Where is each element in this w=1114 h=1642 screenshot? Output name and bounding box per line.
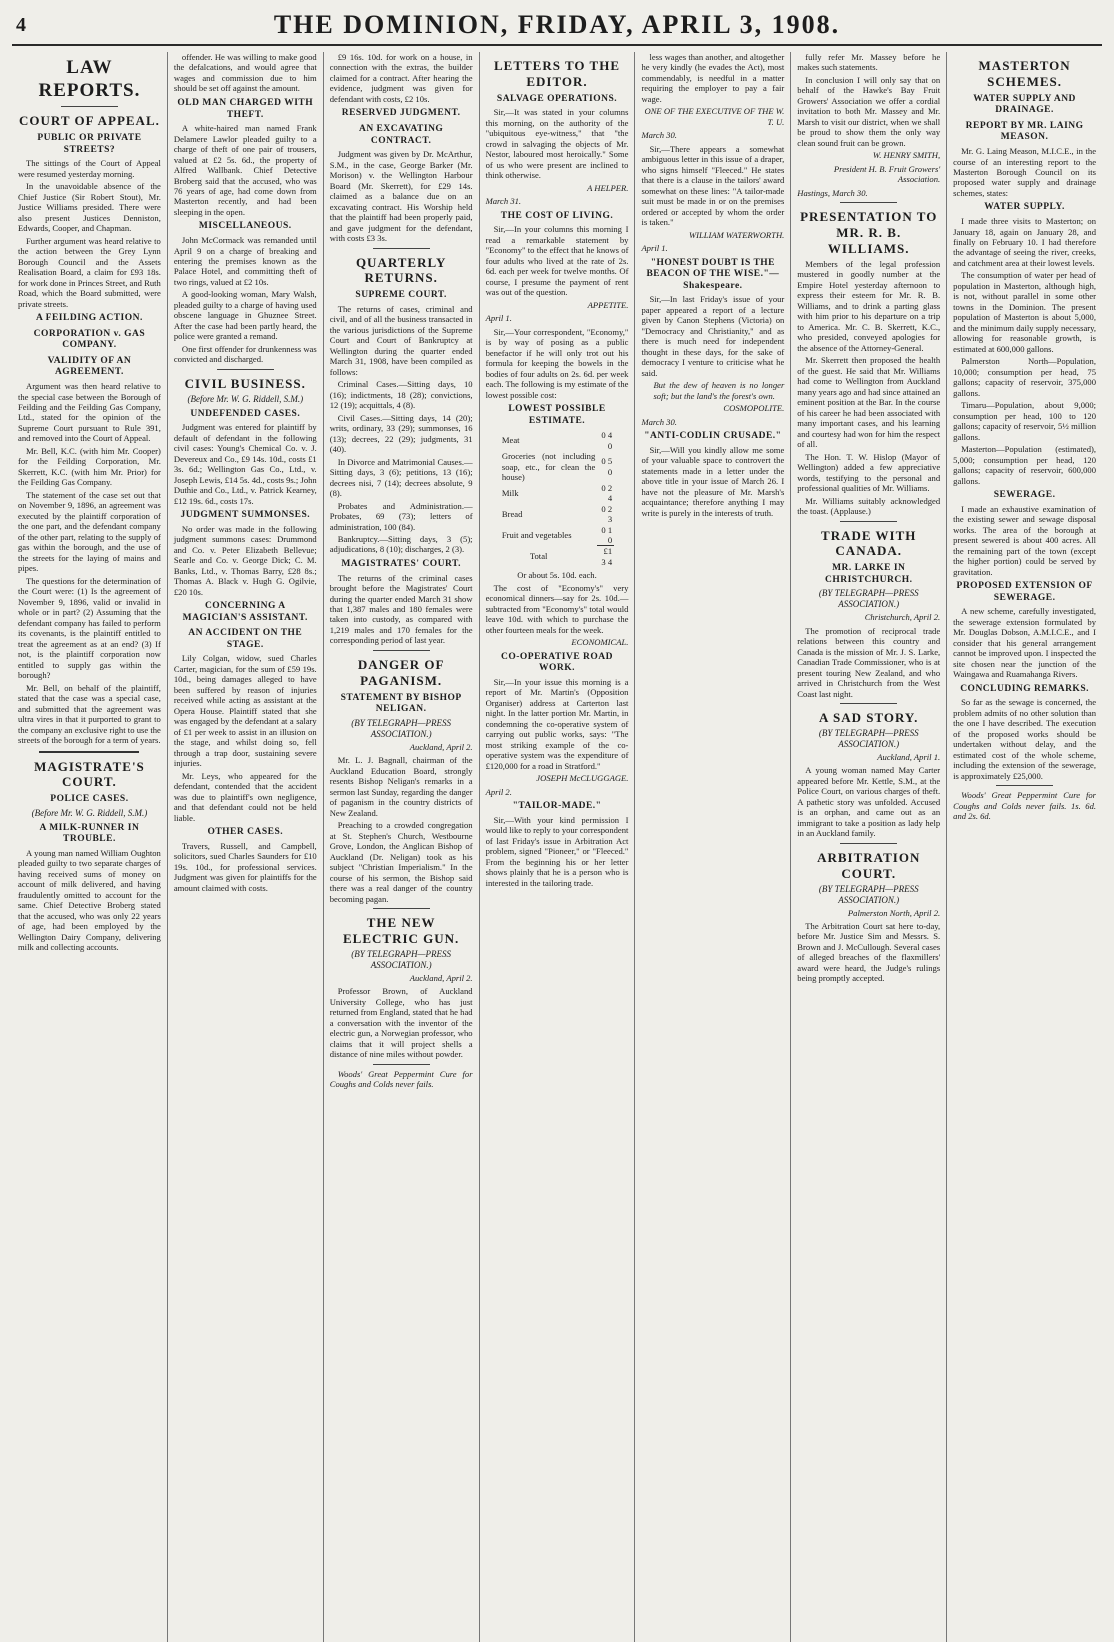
column-6: [791, 52, 947, 1642]
paragraph: The Arbitration Court sat here to-day, before Mr. Justice Sim and Messrs. S. Brown and J. McCullough. Several cases of alleged breaches of the flaxmillers' award were heard, the Judge's rulings being promptly accepted.: [797, 921, 941, 984]
subheading: THE COST OF LIVING.: [500, 210, 614, 221]
divider: [373, 248, 430, 249]
divider: [373, 1064, 430, 1065]
paragraph: Further argument was heard relative to the action between the Grey Lynn Borough Council and the Assets Realisation Board, a claim for £93 18s. for work done in Princes Street, and Ruth Road, which the Board submitted, were private streets.: [18, 235, 161, 309]
subheading: OLD MAN CHARGED WITH THEFT.: [177, 97, 314, 120]
subheading: "HONEST DOUBT IS THE BEACON OF THE WISE."—Shakespeare.: [646, 257, 780, 291]
subheading: MR. LARKE IN CHRISTCHURCH.: [824, 563, 913, 585]
paragraph: John McCormack was remanded until April 9 on a charge of breaking and entering the premises known as the Palace Hotel, and committing theft of two rings, valued at £2 10s.: [173, 235, 317, 287]
subheading: VALIDITY OF AN AGREEMENT.: [47, 355, 132, 378]
paragraph: A young woman named May Carter appeared before Mr. Kettle, S.M., at the Police Court, on various charges of theft. A pathetic story was unfolded. Accused is an orphan, and came out as an immigrant to take a position as lady help in an Auckland family.: [797, 765, 941, 839]
dateline: Christchurch, April 2.: [864, 612, 941, 623]
paragraph: One first offender for drunkenness was convicted and discharged.: [173, 343, 317, 365]
column-3: [324, 52, 480, 1642]
dateline: Auckland, April 1.: [877, 751, 941, 762]
estimate-item: Groceries (not including soap, etc., for clean the house): [501, 451, 596, 483]
danger-of-paganism-heading: DANGER OF PAGANISM.: [357, 656, 445, 688]
paragraph: Mr. Bell, on behalf of the plaintiff, stated that the case was a special case, and submitted that the agreement was ultra vires in that it purported to grant to the company an exclusive right to use the streets of the borough for a term of years.: [18, 682, 161, 746]
paragraph: Mr. Skerrett then proposed the health of the guest. He said that Mr. Williams had come to Wellington from Auckland many years ago and had since attained an eminent position at the Bar. In the course of his career he had been associated with many important cases, and his learning and courtesy had won for him the respect of all.: [797, 355, 941, 450]
paragraph: Judgment was given by Dr. McArthur, S.M., in the case, George Barker (Mr. Morison) v. the Wellington Harbour Board (Mr. Skerrett), for £29 14s. claimed as a balance due on an excavating contract. His Worship held that the plaintiff had been properly paid, and gave judgment for the defendant, with costs £3 3s.: [329, 149, 473, 244]
estimate-table: [500, 430, 614, 567]
estimate-item: Milk: [501, 487, 519, 498]
paragraph: A young man named William Oughton pleaded guilty to two separate charges of having received sums of money on account of milk delivered, and having fraudulently omitted to account for the same. Chief Detective Broberg stated that the accused, who was only 22 years of age, had been employed by the Wellington Dairy Company, delivering milk and collecting accounts.: [18, 847, 161, 953]
masterton-heading: MASTERTON SCHEMES.: [978, 58, 1071, 89]
signature: WILLIAM WATERWORTH.: [688, 229, 785, 240]
divider: [840, 521, 897, 522]
subheading: REPORT BY MR. LAING MEASON.: [965, 120, 1084, 143]
subheading: CORPORATION v. GAS COMPANY.: [33, 328, 146, 351]
paragraph: The cost of "Economy's" very economical dinners—say for 2s. 10d.—subtracted from "Economy's" total would leave 10d. with which to purchase the other fourteen meals for the week.: [485, 582, 629, 635]
subheading: CONCERNING A MAGICIAN'S ASSISTANT.: [182, 601, 308, 623]
dateline: March 30.: [641, 130, 677, 141]
signature: W. HENRY SMITH,: [872, 150, 941, 161]
subheading: LOWEST POSSIBLE ESTIMATE.: [508, 403, 606, 426]
estimate-row: [500, 504, 614, 525]
divider: [840, 202, 897, 203]
subheading: OTHER CASES.: [207, 827, 284, 838]
estimate-item: Fruit and vegetables: [501, 529, 572, 540]
subheading: CONCLUDING REMARKS.: [960, 683, 1089, 694]
columns: [12, 52, 1102, 1642]
paragraph: Civil Cases.—Sitting days, 14 (20); writs, ordinary, 33 (29); summonses, 16 (13); decrees, 22 (29); judgments, 31 (40).: [329, 412, 473, 455]
signature: A HELPER.: [587, 182, 629, 193]
dateline: April 1.: [485, 313, 512, 324]
advertisement: Woods' Great Peppermint Cure for Coughs and Colds never fails. 1s. 6d. and 2s. 6d.: [953, 790, 1097, 822]
paragraph: The Hon. T. W. Hislop (Mayor of Wellington) added a few appreciative words, testifying to the personal and professional qualities of Mr. Williams.: [797, 451, 941, 494]
civil-business-heading: CIVIL BUSINESS.: [184, 375, 306, 391]
estimate-amount: 0 5 0: [601, 456, 613, 477]
dateline: Palmerston North, April 2.: [847, 907, 941, 918]
paragraph: The consumption of water per head of population in Masterton, although high, is not, without parallel in some other towns in the Dominion. The present population of Masterton is about 5,000, and the minimum daily supply necessary, allowing for reasonable growth, is estimated at 600,000 gallons.: [953, 270, 1097, 354]
subheading: JUDGMENT SUMMONSES.: [180, 510, 311, 521]
paragraph: Members of the legal profession mustered in goodly number at the Empire Hotel yesterday afternoon to express their esteem for Mr. R. B. Williams, and to drink a parting glass with him prior to his departure on a trip to America. Mr. C. B. Skerrett, K.C., who presided, conveyed apologies for the absence of the Attorney-General.: [797, 258, 941, 353]
divider: [39, 751, 139, 753]
paragraph: fully refer Mr. Massey before he makes such statements.: [797, 52, 941, 73]
presentation-heading: PRESENTATION TO MR. R. B. WILLIAMS.: [800, 209, 938, 257]
byline: (Before Mr. W. G. Riddell, S.M.): [187, 393, 304, 404]
divider: [996, 785, 1053, 786]
divider: [373, 908, 430, 909]
subheading: UNDEFENDED CASES.: [190, 408, 301, 419]
subheading: "TAILOR-MADE.": [512, 801, 602, 812]
divider: [373, 650, 430, 651]
subheading: WATER SUPPLY AND DRAINAGE.: [973, 93, 1076, 116]
paragraph: The returns of the criminal cases brought before the Magistrates' Court during the quarter ended March 31 show that 1,387 males and 180 females were taken into custody, as compared with 1,219 males and 170 females for the corresponding period of last year.: [329, 572, 473, 646]
dateline: March 31.: [485, 196, 522, 207]
letters-heading: LETTERS TO THE EDITOR.: [494, 58, 621, 89]
quarterly-returns-heading: QUARTERLY RETURNS.: [355, 254, 447, 286]
page-number: 4: [16, 13, 26, 36]
paragraph: less wages than another, and altogether he very kindly (he evades the Act), most commendably, is needful in a matter requiring the employer to pay a fair wage.: [641, 52, 785, 104]
column-1: [12, 52, 168, 1642]
paragraph: In the unavoidable absence of the Chief Justice (Sir Robert Stout), Mr. Justice Williams presided. There were also present Justices Denniston, Edwards, Cooper, and Chapman.: [18, 181, 161, 234]
subheading: AN EXCAVATING CONTRACT.: [358, 124, 444, 146]
paragraph: No order was made in the following judgment summons cases: Drummond and Co. v. Peter Elizabeth Bellevue; Searle and Co. v. George Dick; C. M. Banks, Ltd., v. Thomas Barry, £28 8s.; Thomas A. Black v. Hugh G. Ogilvie, £20 10s.: [173, 523, 317, 597]
estimate-row: [500, 525, 614, 546]
subheading: "ANTI-CODLIN CRUSADE.": [644, 431, 782, 442]
paragraph: Bankruptcy.—Sitting days, 3 (5); adjudications, 8 (10); discharges, 2 (3).: [329, 533, 473, 555]
dateline: Hastings, March 30.: [797, 187, 868, 198]
subheading: WATER SUPPLY.: [984, 202, 1065, 213]
estimate-total-amount: £1 3 4: [597, 546, 614, 567]
byline: (BY TELEGRAPH—PRESS ASSOCIATION.): [818, 728, 919, 750]
subheading: SEWERAGE.: [993, 490, 1056, 501]
paragraph: Travers, Russell, and Campbell, solicitors, sued Charles Saunders for £10 19s. 10d., for professional services. Judgment was given for plaintiffs for the amount claimed with costs.: [173, 840, 317, 893]
paragraph: Argument was then heard relative to the special case between the Borough of Feilding and the Feilding Gas Company, Ltd., stated for the opinion of the Supreme Court pursuant to Rule 391, and removed into the Court of Appeal.: [18, 381, 161, 444]
paragraph: I made an exhaustive examination of the existing sewer and sewage disposal works. The area of the borough at present sewered is about 400 acres. All the remaining part of the town (except the higher portion) could be served by gravitation.: [953, 503, 1097, 577]
subheading: STATEMENT BY BISHOP NELIGAN.: [340, 692, 462, 715]
paragraph: Criminal Cases.—Sitting days, 10 (16); indictments, 18 (28); convictions, 12 (19); acquittals, 4 (8).: [329, 379, 473, 411]
column-7: [947, 52, 1102, 1642]
paragraph: Sir,—With your kind permission I would like to reply to your correspondent of last Friday's issue in Arbitration Act problem, signed "Pioneer," or "Fleeced." From the beginning his or her letter shows plainly that he is a person who is interested in the tailoring trade.: [485, 814, 629, 888]
column-4: [480, 52, 636, 1642]
paragraph: Preaching to a crowded congregation at St. Stephen's Church, Westbourne Grove, London, the Anglican Bishop of Auckland (Dr. Neligan) took as his subject "Christian Imperialism." In the course of his sermon, the Bishop said there was a real danger of the country becoming pagan.: [329, 820, 473, 904]
subheading: PUBLIC OR PRIVATE STREETS?: [37, 133, 142, 155]
estimate-row: [500, 430, 614, 451]
paragraph: Mr. Bell, K.C. (with him Mr. Cooper) for the Feilding Corporation, Mr. Skerrett, K.C. (with him Mr. Prior) for the Feilding Gas Company.: [18, 445, 161, 488]
paragraph: Judgment was entered for plaintiff by default of defendant in the following civil cases: Young's Chemical Co. v. J. Devereux and Co., £9 14s. 10d., costs £1 3s. 6d.; Wellington Gas Co., Ltd., v. Joseph Lewis, £14 5s. 4d., costs 9s.; John Duthie and Co., Ltd., v. Patrick Kearney, £12 19s. 6d., costs 17s.: [173, 422, 317, 506]
divider: [840, 843, 897, 844]
masthead: [12, 10, 1102, 46]
verse: But the dew of heaven is no longer soft; but the land's the forest's own.: [653, 380, 785, 401]
estimate-amount: 0 2 4: [601, 482, 613, 504]
estimate-row: [500, 451, 614, 482]
paragraph: Professor Brown, of Auckland University College, who has just returned from England, stated that he had a conversation with the inventor of the electric gun, a Norwegian professor, who claims that it will project shells a distance of nine miles without powder.: [329, 986, 473, 1060]
paragraph: In Divorce and Matrimonial Causes.—Sitting days, 3 (6); petitions, 13 (16); decrees nisi, 7 (14); decrees absolute, 9 (8).: [329, 456, 473, 499]
subheading: A FEILDING ACTION.: [35, 313, 143, 324]
subheading: RESERVED JUDGMENT.: [341, 108, 461, 119]
estimate-total-row: [500, 546, 614, 567]
subheading: AN ACCIDENT ON THE STAGE.: [188, 628, 303, 650]
electric-gun-heading: THE NEW ELECTRIC GUN.: [343, 915, 460, 946]
estimate-amount: 0 4 0: [601, 430, 613, 451]
paragraph: The questions for the determination of the Court were: (1) Is the agreement of November 9, 1896, valid or invalid in whole or in part? (2) Assuming that the defendant company has failed to perform its covenants, is the plaintiff entitled to treat the agreement as at an end? (3) If not, is the plaintiff corporation now entitled to supply gas within the borough?: [18, 575, 161, 681]
paragraph: The promotion of reciprocal trade relations between this country and Canada is the mission of Mr. J. S. Larke, Canadian Trade Commissioner, who is at present touring New Zealand, and who arrived in Christchurch from the West Coast last night.: [797, 625, 941, 699]
paragraph: Mr. L. J. Bagnall, chairman of the Auckland Education Board, strongly resents Bishop Neligan's remarks in a sermon last Sunday, regarding the danger of paganism in the country districts of New Zealand.: [329, 755, 473, 818]
sad-story-heading: A SAD STORY.: [819, 710, 919, 726]
dateline: April 2.: [485, 786, 512, 797]
dateline: April 1.: [641, 243, 668, 254]
estimate-amount: 0 1 0: [601, 524, 613, 545]
signature: ONE OF THE EXECUTIVE OF THE W. T. U.: [644, 106, 785, 127]
estimate-total-label: Total: [529, 551, 548, 562]
paragraph: So far as the sewage is concerned, the problem admits of no other solution than the one I have described. The execution of the proposed works should be undertaken without delay, and the estimated cost of the whole scheme, including the extension of the sewerage, is approximately £25,000.: [953, 697, 1097, 781]
paragraph: Timaru—Population, about 9,000; consumption per head, 100 to 120 gallons; capacity of reservoir, 5½ million gallons.: [953, 400, 1097, 442]
signature: President H. B. Fruit Growers' Association.: [833, 163, 941, 185]
signature: ECONOMICAL.: [571, 637, 629, 648]
subheading: PROPOSED EXTENSION OF SEWERAGE.: [956, 581, 1093, 603]
subheading: SUPREME COURT.: [355, 290, 447, 301]
subheading: A MILK-RUNNER IN TROUBLE.: [39, 822, 140, 845]
arbitration-heading: ARBITRATION COURT.: [817, 849, 921, 881]
column-5: [635, 52, 791, 1642]
paragraph: £9 16s. 10d. for work on a house, in connection with the extras, the builder claimed for a contract. After hearing the evidence, judgment was given for defendant with costs, £2 10s.: [329, 52, 473, 104]
magistrates-court-heading: MAGISTRATE'S COURT.: [34, 758, 145, 790]
paragraph: Masterton—Population (estimated), 5,000; consumption per head, 120 gallons; capacity of reservoir, 600,000 gallons.: [953, 444, 1097, 486]
signature: COSMOPOLITE.: [723, 403, 785, 414]
divider: [61, 106, 118, 107]
signature: APPETITE.: [587, 299, 629, 310]
trade-canada-heading: TRADE WITH CANADA.: [821, 527, 917, 559]
column-2: [168, 52, 324, 1642]
paragraph: Probates and Administration.—Probates, 69 (73); letters of administration, 100 (84).: [329, 500, 473, 532]
paragraph: Sir,—In your columns this morning I read a remarkable statement by "Economy" to the effect that he knows of four adults who lived at the rate of 2s. 6d. each per week for twelve months. Of course, I presume the payment of rent was out of the question.: [485, 224, 629, 298]
dateline: Auckland, April 2.: [409, 741, 473, 752]
paragraph: offender. He was willing to make good the defalcations, and would agree that wages and commission due to him should be set off against the amount.: [173, 52, 317, 94]
byline: (Before Mr. W. G. Riddell, S.M.): [31, 807, 148, 818]
paragraph: Sir,—In your issue this morning is a report of Mr. Martin's (Opposition Organiser) address at Carterton last night. In the latter portion Mr. Martin, in condemning the co-operative system of carrying out public works, says: "The most striking example of the co-operative system was the expenditure of £120,000 for a road in Stratford.": [485, 676, 629, 771]
paragraph: Sir,—In last Friday's issue of your paper appeared a report of a lecture given by Canon Stephens (Victoria) on "Democracy and Christianity," and as there is much need for independent thought in these days, for the sake of democracy I venture to criticise what he said.: [641, 294, 785, 378]
subheading: POLICE CASES.: [50, 794, 129, 805]
advertisement: Woods' Great Peppermint Cure for Coughs and Colds never fails.: [329, 1068, 473, 1090]
estimate-row: [500, 483, 614, 504]
subheading: CO-OPERATIVE ROAD WORK.: [500, 651, 614, 674]
estimate-item: Bread: [501, 508, 523, 519]
paragraph: Sir,—Will you kindly allow me some of your valuable space to controvert the statements made in a letter under the above title in your issue of March 26. I have not the pleasure of Mr. Marsh's acquaintance; therefore anything I may write is purely in the interests of truth.: [641, 444, 785, 518]
byline: (BY TELEGRAPH—PRESS ASSOCIATION.): [351, 948, 452, 970]
dateline: March 30.: [641, 416, 677, 427]
divider: [840, 703, 897, 704]
byline: (BY TELEGRAPH—PRESS ASSOCIATION.): [351, 717, 452, 739]
paragraph: Palmerston North—Population, 10,000; consumption per head, 75 gallons; capacity of reservoir, 375,000 gallons.: [953, 356, 1097, 398]
paragraph: A new scheme, carefully investigated, the sewerage extension formulated by Mr. Douglas Dobson, A.M.I.C.E., and I consider that his general arrangement cannot be improved upon. I inspected the site chosen near the junction of the Waingawa and Ruamahanga Rivers.: [953, 606, 1097, 680]
paragraph: Mr. Williams suitably acknowledged the toast. (Applause.): [797, 495, 941, 517]
subheading: MAGISTRATES' COURT.: [341, 558, 461, 569]
newspaper-title: THE DOMINION, FRIDAY, APRIL 3, 1908.: [273, 10, 841, 39]
paragraph: The returns of cases, criminal and civil, and of all the business transacted in the various jurisdictions of the Supreme Court and Court of Bankruptcy at Wellington during the quarter ended March 31, 1908, have been compiled as follows:: [329, 303, 473, 377]
paragraph: In conclusion I will only say that on behalf of the Hawke's Bay Fruit Growers' Association we offer a cordial invitation to both Mr. Massey and Mr. Marsh to visit our district, when we shall be proud to show them the only way clean sound fruit can be grown.: [797, 74, 941, 148]
paragraph: The statement of the case set out that on November 9, 1896, an agreement was executed by the plaintiff corporation of the one part, and the defendant company of the other part, relating to the supply of gas within the borough, and the use of the streets for the laying of mains and pipes.: [18, 489, 161, 574]
paragraph: I made three visits to Masterton; on January 18, again on January 28, and finally on February 10. I had therefore the advantage of seeing the river, creeks, and catchment area at their lowest levels.: [953, 216, 1097, 268]
paragraph: Lily Colgan, widow, sued Charles Carter, magician, for the sum of £59 19s. 10d., being damages alleged to have been suffered by reason of injuries received while acting as assistant at the Opera House. Plaintiff stated that she was engaged by the defendant at a salary of £1 per week to assist in an illusion on the stage, and whilst doing so, fell through a trap door, sustaining severe injuries.: [173, 653, 317, 769]
paragraph: Sir,—Your correspondent, "Economy," is by way of posing as a public benefactor if he will only trot out his formula for keeping the bowels in the bodies of four adults on 2s. 6d. per week each. The following is my estimate of the lowest possible cost:: [485, 326, 629, 400]
signature: JOSEPH McCLUGGAGE.: [536, 773, 629, 784]
divider: [217, 369, 274, 370]
subheading: MISCELLANEOUS.: [198, 221, 292, 232]
paragraph: Sir,—It was stated in your columns this morning, on the authority of the "ubiquitous eye-witness," that "the crowd in salvaging the objects of Mr. Nestor, laboured most heroically." Some of us who were present are inclined to think otherwise.: [485, 107, 629, 181]
paragraph: Mr. G. Laing Meason, M.I.C.E., in the course of an interesting report to the Masterton Borough Council on its proposed water supply and drainage schemes, states:: [953, 146, 1097, 198]
paragraph: Or about 5s. 10d. each.: [517, 570, 597, 581]
estimate-item: Meat: [501, 435, 520, 446]
byline: (BY TELEGRAPH—PRESS ASSOCIATION.): [818, 588, 919, 610]
paragraph: A good-looking woman, Mary Walsh, pleaded guilty to a charge of having used obscene language in Ghuznee Street. After the case had been partly heard, the police were granted a remand.: [173, 289, 317, 342]
law-reports-heading: LAW REPORTS.: [38, 57, 141, 102]
estimate-amount: 0 2 3: [601, 503, 613, 525]
paragraph: A white-haired man named Frank Delamere Lawlor pleaded guilty to a charge of theft of one pair of trousers, valued at £2 5s. 6d., the property of Alfred Wallbank. Chief Detective Broberg said that the accused, who was 76 years of age, had come down from Masterton recently, and had been sleeping in the open.: [173, 123, 317, 217]
paragraph: Mr. Leys, who appeared for the defendant, contended that the accident was due to plaintiff's own negligence, and that defendant could not be held liable.: [173, 770, 317, 823]
court-of-appeal-heading: COURT OF APPEAL.: [19, 113, 160, 129]
dateline: Auckland, April 2.: [409, 972, 473, 983]
paragraph: Sir,—There appears a somewhat ambiguous letter in this issue of a draper, who signs himself "Fleeced." He states that there is a clause in the tailors' award somewhat on these lines: "A tailor-made suit must be made in or on the premises ordered or accepted by whom the order is taken.": [641, 143, 785, 228]
subheading: SALVAGE OPERATIONS.: [496, 93, 618, 104]
paragraph: The sittings of the Court of Appeal were resumed yesterday morning.: [18, 158, 161, 179]
byline: (BY TELEGRAPH—PRESS ASSOCIATION.): [818, 883, 919, 905]
